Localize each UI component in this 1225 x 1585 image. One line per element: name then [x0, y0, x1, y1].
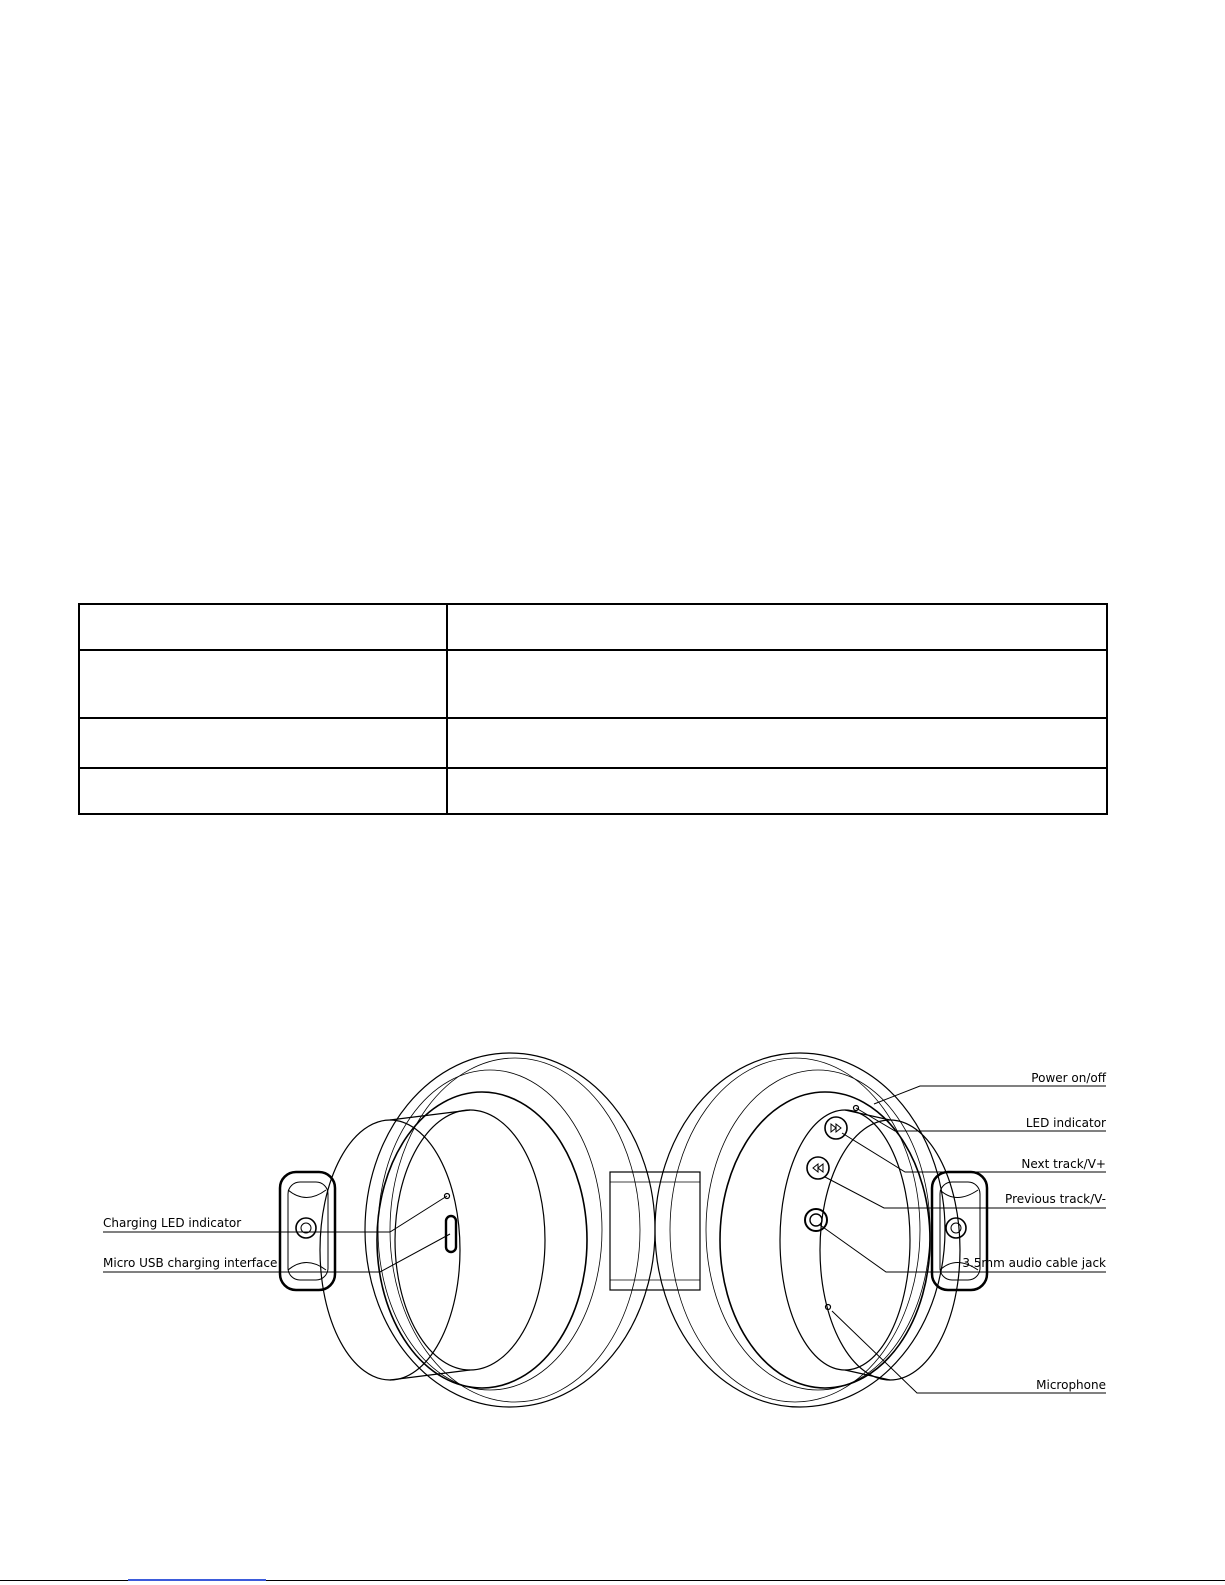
table-row — [79, 604, 1107, 650]
table-cell — [79, 718, 447, 768]
label-microphone: Microphone — [1036, 1378, 1106, 1392]
table-cell — [447, 604, 1107, 650]
table-cell — [447, 718, 1107, 768]
right-ear-cushion — [655, 1053, 945, 1407]
table-cell — [79, 768, 447, 814]
table-row — [79, 768, 1107, 814]
usb-port — [446, 1216, 456, 1252]
leader-lines — [103, 1086, 1106, 1393]
table-row — [79, 718, 1107, 768]
left-ear-cushion — [365, 1053, 655, 1407]
label-charging-led: Charging LED indicator — [103, 1216, 242, 1230]
table-cell — [447, 650, 1107, 718]
table-cell — [79, 604, 447, 650]
label-audio-jack: 3.5mm audio cable jack — [962, 1256, 1106, 1270]
label-previous-track: Previous track/V- — [1005, 1192, 1106, 1206]
label-power: Power on/off — [1031, 1071, 1106, 1085]
spec-table — [78, 603, 1108, 815]
table-cell — [79, 650, 447, 718]
left-ear-cup — [320, 1110, 545, 1380]
headphones-diagram — [90, 1040, 1130, 1430]
footer-link[interactable] — [128, 1579, 266, 1581]
label-led: LED indicator — [1025, 1116, 1106, 1130]
table-cell — [447, 768, 1107, 814]
label-usb: Micro USB charging interface — [103, 1256, 278, 1270]
table-row — [79, 650, 1107, 718]
label-next-track: Next track/V+ — [1021, 1157, 1106, 1171]
